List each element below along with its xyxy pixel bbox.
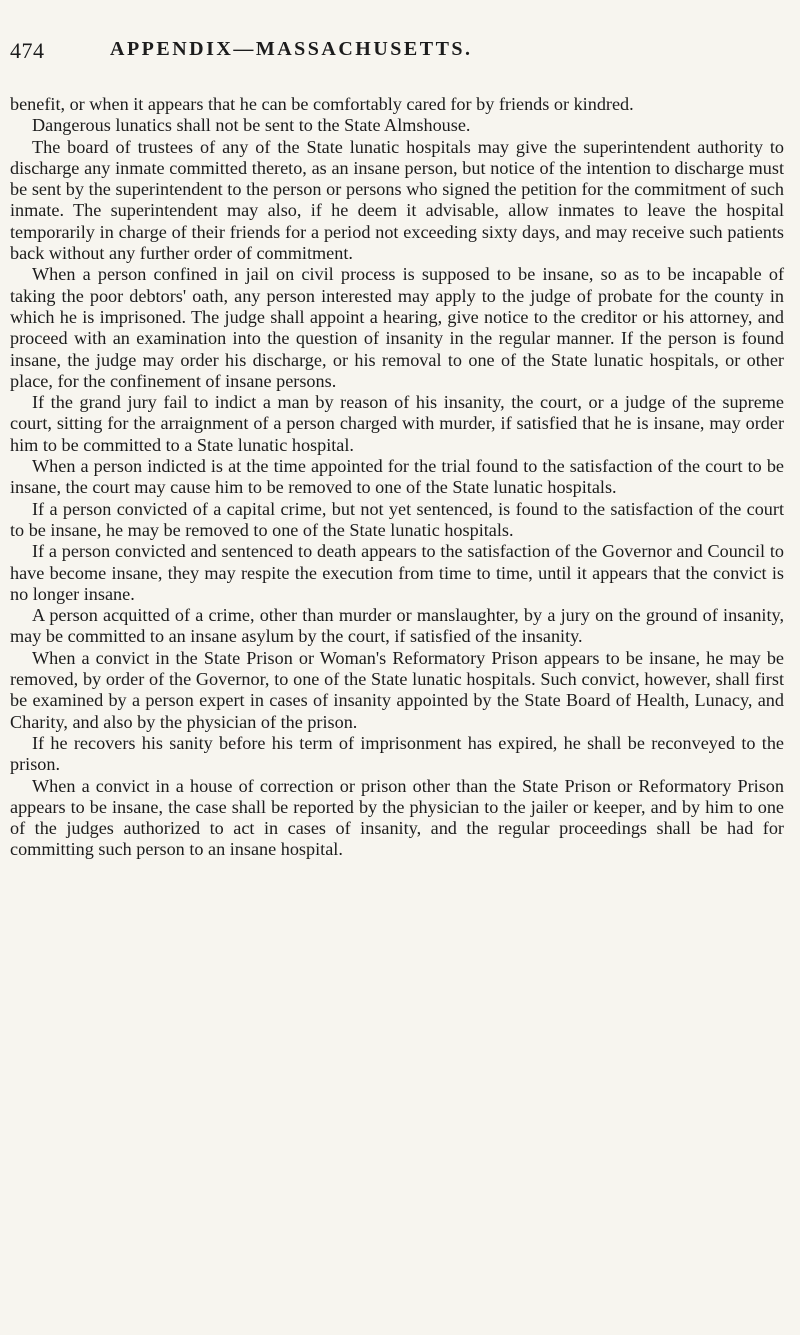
page-number: 474: [10, 38, 45, 63]
running-head: APPENDIX—MASSACHUSETTS.: [110, 38, 473, 60]
paragraph-11: If he recovers his sanity before his term of imprisonment has expired, he shall be reconveyed to the prison.: [10, 732, 784, 775]
paragraph-1: benefit, or when it appears that he can be comfortably cared for by friends or kindred.: [10, 94, 634, 114]
paragraph-8: If a person convicted and sentenced to death appears to the satisfaction of the Governor and Council to have become insane, they may respite the execution from time to time, until it appears that the convict is no longer insane.: [10, 541, 784, 604]
paragraph-5: If the grand jury fail to indict a man by reason of his insanity, the court, or a judge of the supreme court, sitting for the arraignment of a person charged with murder, if satisfied that he is insane, may order him to be committed to a State lunatic hospital.: [10, 392, 784, 455]
paragraph-2: Dangerous lunatics shall not be sent to the State Almshouse.: [32, 115, 471, 136]
paragraph-3: The board of trustees of any of the State lunatic hospitals may give the superintendent authority to discharge any inmate committed thereto, as an insane person, but notice of the intention to discharge must be sent by the superintendent to the person or persons who signed the petition for the commitment of such inmate. The superintendent may also, if he deem it advisable, allow inmates to leave the hospital temporarily in charge of their friends for a period not exceeding sixty days, and may receive such patients back without any further order of commitment.: [10, 136, 784, 264]
paragraph-10: When a convict in the State Prison or Woman's Reformatory Prison appears to be insane, he may be removed, by order of the Governor, to one of the State lunatic hospitals. Such convict, however, shall first be examined by a person expert in cases of insanity appointed by the State Board of Health, Lunacy, and Charity, and also by the physician of the prison.: [10, 647, 784, 732]
paragraph-9: A person acquitted of a crime, other than murder or manslaughter, by a jury on the ground of insanity, may be committed to an insane asylum by the court, if satisfied of the insanity.: [10, 605, 784, 647]
paragraph-4: When a person confined in jail on civil process is supposed to be insane, so as to be incapable of taking the poor debtors' oath, any person interested may apply to the judge of probate for the county in which he is imprisoned. The judge shall appoint a hearing, give notice to the creditor or his attorney, and proceed with an examination into the question of insanity in the regular manner. If the person is found insane, the judge may order his discharge, or his removal to one of the State lunatic hospitals, or other place, for the confinement of insane persons.: [10, 264, 784, 391]
paragraph-12: When a convict in a house of correction or prison other than the State Prison or Reformatory Prison appears to be insane, the case shall be reported by the physician to the jailer or keeper, and by him to one of the judges authorized to act in cases of insanity, and the regular proceedings shall be had for committing such person to an insane hospital.: [10, 775, 784, 860]
paragraph-6: When a person indicted is at the time appointed for the trial found to the satisfaction of the court to be insane, the court may cause him to be removed to one of the State lunatic hospitals.: [10, 456, 784, 498]
body-text: [10, 94, 784, 861]
paragraph-7: If a person convicted of a capital crime, but not yet sentenced, is found to the satisfaction of the court to be insane, he may be removed to one of the State lunatic hospitals.: [10, 498, 784, 540]
page-header: [10, 18, 782, 63]
book-page: [10, 18, 782, 63]
